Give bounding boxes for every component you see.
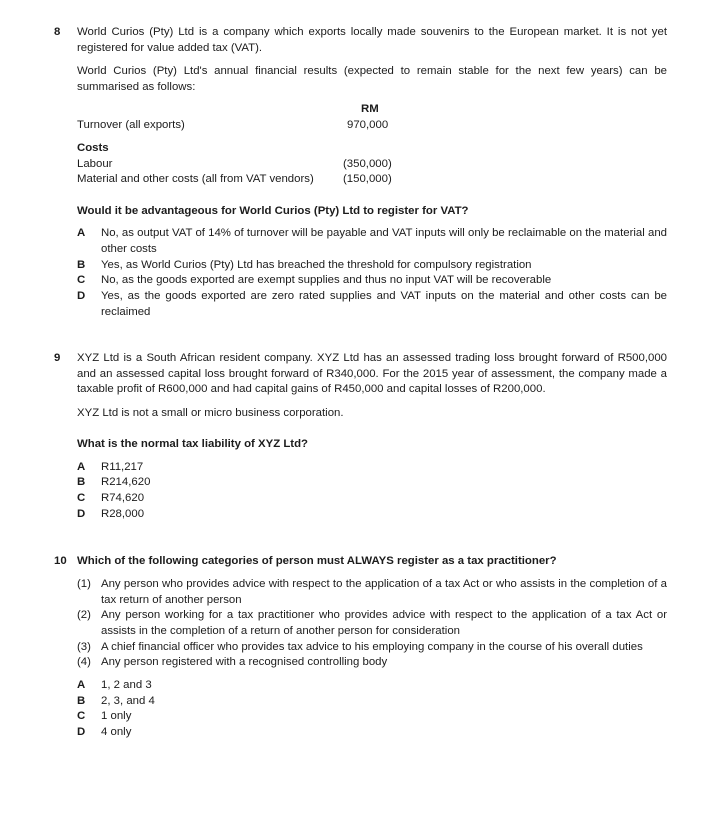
question-number: 9 [54, 352, 61, 364]
option-text: 1, 2 and 3 [101, 679, 152, 691]
option-letter: A [77, 679, 86, 691]
option-letter: B [77, 476, 86, 488]
currency-header: RM [361, 103, 379, 115]
statement-text: Any person registered with a recognised controlling body [101, 656, 388, 668]
statement-number: (2) [77, 609, 91, 621]
option-letter: C [77, 274, 86, 286]
question-text: What is the normal tax liability of XYZ Ltd? [77, 438, 308, 450]
option-c [77, 491, 667, 507]
question-number: 8 [54, 26, 61, 38]
option-letter: B [77, 259, 86, 271]
option-c [77, 709, 667, 725]
statement-text: A chief financial officer who provides tax advice to his employing company in the course of his overall duties [101, 641, 643, 653]
option-text: No, as the goods exported are exempt supplies and thus no input VAT will be recoverable [101, 274, 552, 286]
option-letter: C [77, 492, 86, 504]
option-d [77, 725, 667, 741]
labour-value: (350,000) [343, 158, 392, 170]
option-text: R28,000 [101, 508, 145, 520]
option-text: No, as output VAT of 14% of turnover will be payable and VAT inputs will only be reclaimable on the material and other costs [101, 227, 667, 255]
question-text: Which of the following categories of person must ALWAYS register as a tax practitioner? [77, 555, 557, 567]
option-letter: D [77, 290, 86, 302]
labour-label: Labour [77, 158, 113, 170]
statement-2 [77, 608, 667, 639]
turnover-value: 970,000 [347, 119, 389, 131]
material-label: Material and other costs (all from VAT vendors) [77, 173, 314, 185]
summary-intro: World Curios (Pty) Ltd's annual financial results (expected to remain stable for the next few years) can be summarised as follows: [77, 65, 667, 93]
option-text: Yes, as World Curios (Pty) Ltd has breached the threshold for compulsory registration [101, 259, 532, 271]
option-text: R74,620 [101, 492, 145, 504]
option-d [77, 507, 667, 523]
question-text: Would it be advantageous for World Curios (Pty) Ltd to register for VAT? [77, 205, 469, 217]
question-intro: World Curios (Pty) Ltd is a company which exports locally made souvenirs to the European market. It is not yet registered for value added tax (VAT). [77, 26, 667, 54]
costs-heading: Costs [77, 142, 109, 154]
statement-number: (3) [77, 641, 91, 653]
option-letter: B [77, 695, 86, 707]
option-letter: D [77, 726, 86, 738]
option-text: Yes, as the goods exported are zero rated supplies and VAT inputs on the material and other costs can be reclaimed [101, 290, 667, 318]
option-c [77, 273, 667, 289]
statement-4 [77, 655, 667, 671]
option-text: 4 only [101, 726, 132, 738]
option-a [77, 678, 667, 694]
option-letter: D [77, 508, 86, 520]
option-text: R11,217 [101, 461, 144, 473]
statement-text: Any person who provides advice with respect to the application of a tax Act or who assists in the completion of a tax return of another person [101, 578, 667, 606]
question-number: 10 [54, 555, 67, 567]
option-a [77, 226, 667, 257]
option-letter: C [77, 710, 86, 722]
question-note: XYZ Ltd is not a small or micro business corporation. [77, 407, 344, 419]
option-text: 1 only [101, 710, 132, 722]
statement-3 [77, 640, 667, 656]
statement-text: Any person working for a tax practitioner who provides advice with respect to the application of a tax Act or assists in the completion of a return of another person for consideration [101, 609, 667, 637]
statement-number: (1) [77, 578, 91, 590]
statement-1 [77, 577, 667, 608]
option-text: R214,620 [101, 476, 151, 488]
option-letter: A [77, 227, 86, 239]
option-a [77, 460, 667, 476]
turnover-label: Turnover (all exports) [77, 119, 185, 131]
option-b [77, 475, 667, 491]
option-d [77, 289, 667, 320]
option-letter: A [77, 461, 86, 473]
question-intro: XYZ Ltd is a South African resident company. XYZ Ltd has an assessed trading loss brought forward of R500,000 and an assessed capital loss brought forward of R340,000. For the 2015 year of assessment, the company made a taxable profit of R600,000 and had capital gains of R450,000 and capital losses of R200,000. [77, 352, 667, 395]
statement-number: (4) [77, 656, 91, 668]
option-b [77, 258, 667, 274]
option-text: 2, 3, and 4 [101, 695, 155, 707]
material-value: (150,000) [343, 173, 392, 185]
option-b [77, 694, 667, 710]
